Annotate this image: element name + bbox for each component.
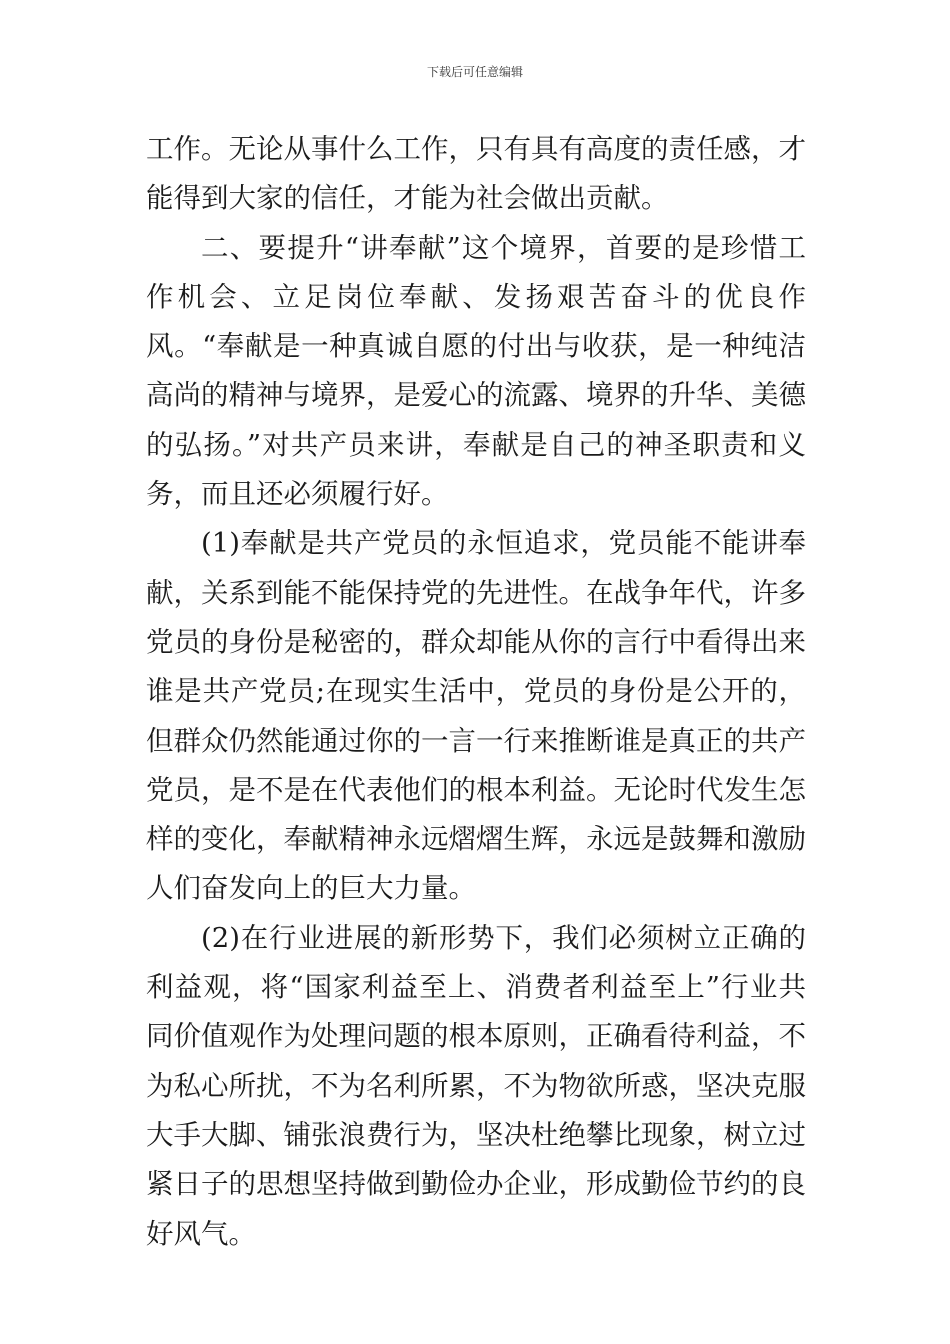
paragraph-2: 二、要提升“讲奉献”这个境界，首要的是珍惜工作机会、立足岗位奉献、发扬艰苦奋斗的优良作风。“奉献是一种真诚自愿的付出与收获，是一种纯洁高尚的精神与境界，是爱心的流露、境界的升华、美德的弘扬。”对共产员来讲，奉献是自己的神圣职责和义务，而且还必须履行好。 bbox=[146, 231, 806, 511]
document-body bbox=[146, 125, 806, 1259]
paragraph-1: 工作。无论从事什么工作，只有具有高度的责任感，才能得到大家的信任，才能为社会做出贡献。 bbox=[146, 133, 806, 215]
paragraph-3: (1)奉献是共产党员的永恒追求，党员能不能讲奉献，关系到能不能保持党的先进性。在战争年代，许多党员的身份是秘密的，群众却能从你的言行中看得出来谁是共产党员;在现实生活中，党员的身份是公开的，但群众仍然能通过你的一言一行来推断谁是真正的共产党员，是不是在代表他们的根本利益。无论时代发生怎样的变化，奉献精神永远熠熠生辉，永远是鼓舞和激励人们奋发向上的巨大力量。 bbox=[146, 527, 806, 905]
paragraph-4: (2)在行业进展的新形势下，我们必须树立正确的利益观，将“国家利益至上、消费者利益至上”行业共同价值观作为处理问题的根本原则，正确看待利益，不为私心所扰，不为名利所累，不为物欲所惑，坚决克服大手大脚、铺张浪费行为，坚决杜绝攀比现象，树立过紧日子的思想坚持做到勤俭办企业，形成勤俭节约的良好风气。 bbox=[146, 921, 806, 1250]
page-header: 下载后可任意编辑 bbox=[426, 65, 523, 79]
